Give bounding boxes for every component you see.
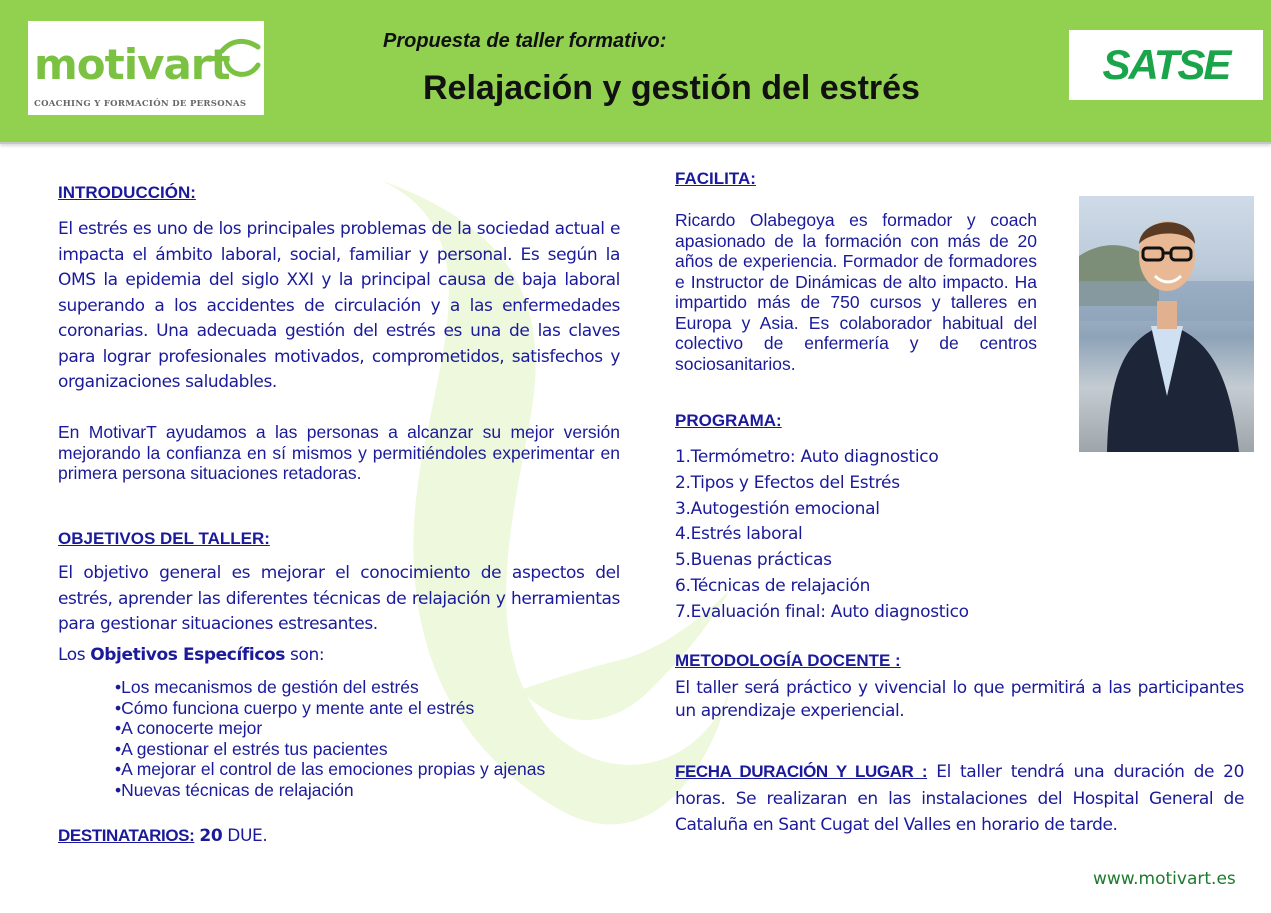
page-title: Relajación y gestión del estrés (423, 69, 920, 107)
proposal-label: Propuesta de taller formativo: (383, 30, 667, 52)
list-item: •A conocerte mejor (115, 718, 263, 738)
website-link[interactable]: www.motivart.es (1093, 869, 1236, 889)
motivart-logo-subtitle: COACHING Y FORMACIÓN DE PERSONAS (34, 99, 247, 109)
especificos-bold: Objetivos Específicos (90, 645, 285, 665)
objetivos-heading: OBJETIVOS DEL TALLER: (58, 529, 270, 548)
programa-heading: PROGRAMA: (675, 411, 782, 430)
objetivos-general: El objetivo general es mejorar el conocimiento de aspectos del estrés, aprender las diferentes técnicas de relajación y herramientas para gestionar situaciones estresantes. (58, 563, 620, 634)
intro-heading: INTRODUCCIÓN: (58, 183, 196, 202)
list-item: 7.Evaluación final: Auto diagnostico (675, 601, 969, 622)
destinatarios-suffix: DUE. (222, 826, 268, 846)
list-item: 5.Buenas prácticas (675, 550, 832, 571)
intro-paragraph: El estrés es uno de los principales problemas de la sociedad actual e impacta el ámbito laboral, social, familiar y personal. Es según la OMS la epidemia del siglo XXI y la principal causa de baja laboral superando a los accidentes de circulación y a las enfermedades coronarias. Una adecuada gestión del estrés es una de las claves para lograr profesionales motivados, comprometidos, satisfechos y organizaciones saludables. (58, 219, 620, 392)
list-item: •Nuevas técnicas de relajación (115, 779, 354, 800)
list-item: 3.Autogestión emocional (675, 498, 880, 519)
especificos-suffix: son: (285, 645, 325, 665)
destinatarios-count: 20 (199, 826, 223, 846)
destinatarios-line (58, 823, 620, 850)
satse-logo (1069, 30, 1263, 100)
objetivos-list (115, 677, 545, 800)
list-item: 4.Estrés laboral (675, 524, 803, 545)
metodologia-text: El taller será práctico y vivencial lo que permitirá a las participantes un aprendizaje experiencial. (675, 678, 1244, 721)
objetivos-especificos-label (58, 643, 620, 669)
facilitator-photo-illustration (1079, 196, 1254, 452)
list-item: •Cómo funciona cuerpo y mente ante el estrés (115, 697, 475, 718)
destinatarios-heading: DESTINATARIOS: (58, 826, 195, 845)
list-item: 2.Tipos y Efectos del Estrés (675, 472, 900, 493)
facilita-bio: Ricardo Olabegoya es formador y coach apasionado de la formación con más de 20 años de experiencia. Formador de formadores e Instructor de Dinámicas de alto impacto. Ha impartido más de 750 cursos y talleres en Europa y Asia. Es colaborador habitual del colectivo de enfermería y de centros sociosanitarios. (675, 210, 1037, 374)
header-banner (0, 0, 1271, 144)
list-item: 6.Técnicas de relajación (675, 575, 871, 596)
metodologia-heading: METODOLOGÍA DOCENTE : (675, 651, 901, 670)
fecha-heading: FECHA DURACIÓN Y LUGAR : (675, 762, 928, 781)
fecha-text: El taller tendrá una duración de 20 horas. Se realizaran en las instalaciones del Hospital General de Cataluña en Sant Cugat del Valles en horario de tarde. (675, 762, 1244, 835)
motivart-logo (28, 21, 264, 115)
programa-list (675, 445, 969, 626)
motivart-logo-word: motivart (34, 40, 230, 89)
facilitator-photo (1079, 196, 1254, 452)
list-item: •Los mecanismos de gestión del estrés (115, 677, 419, 697)
satse-logo-word: SATSE (1102, 41, 1230, 88)
list-item: •A mejorar el control de las emociones propias y ajenas (115, 759, 546, 779)
intro-paragraph-2: En MotivarT ayudamos a las personas a alcanzar su mejor versión mejorando la confianza en sí mismos y permitiéndoles experimentar en primera persona situaciones retadoras. (58, 422, 620, 483)
fecha-paragraph (675, 759, 1244, 839)
facilita-heading: FACILITA: (675, 169, 756, 188)
list-item: •A gestionar el estrés tus pacientes (115, 738, 388, 759)
list-item: 1.Termómetro: Auto diagnostico (675, 447, 939, 467)
especificos-prefix: Los (58, 645, 91, 665)
motivart-swirl-icon (218, 29, 262, 89)
